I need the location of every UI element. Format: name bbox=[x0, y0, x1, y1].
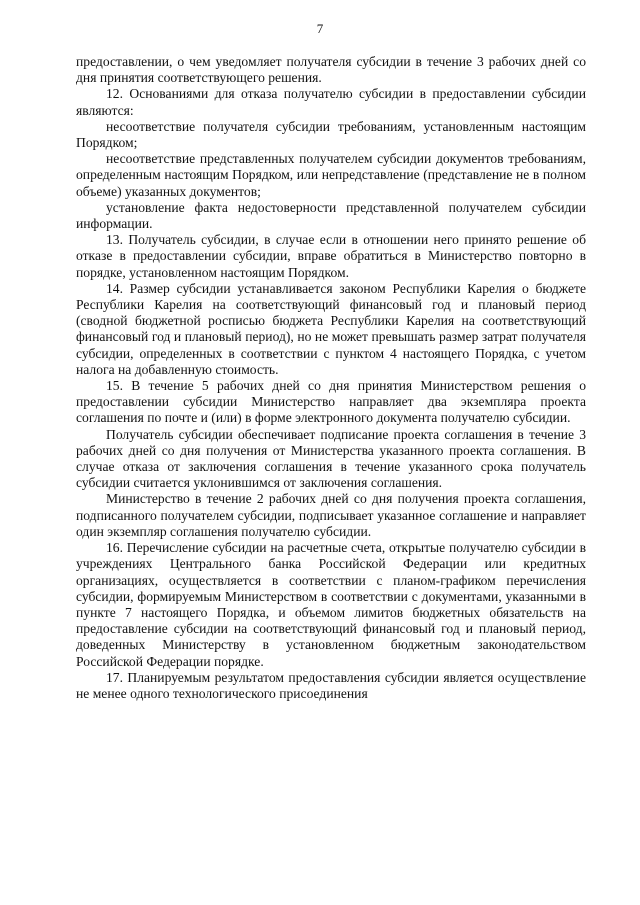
paragraph-14: 14. Размер субсидии устанавливается законом Республики Карелия о бюджете Республики Карелия на соответствующий финансовый год и плановый период (сводной бюджетной росписью бюджета Республики Карелия на соответствующий финансовый год и плановый период), но не может превышать размер затрат получателя субсидии, определенных в соответствии с пунктом 4 настоящего Порядка, с учетом налога на добавленную стоимость. bbox=[76, 280, 586, 377]
paragraph-continuation: предоставлении, о чем уведомляет получателя субсидии в течение 3 рабочих дней со дня принятия соответствующего решения. bbox=[76, 54, 586, 86]
paragraph-12: 12. Основаниями для отказа получателю субсидии в предоставлении субсидии являются: bbox=[76, 86, 586, 118]
paragraph-16: 16. Перечисление субсидии на расчетные счета, открытые получателю субсидии в учреждениях Центрального банка Российской Федерации или кредитных организациях, осуществляется в соответствии с планом-графиком перечисления субсидии, формируемым Министерством в соответствии с документами, указанными в пункте 7 настоящего Порядка, и объемом лимитов бюджетных обязательств на предоставление субсидии на соответствующий финансовый год и плановый период, доведенных Министерству в установленном бюджетным законодательством Российской Федерации порядке. bbox=[76, 540, 586, 669]
paragraph-13: 13. Получатель субсидии, в случае если в отношении него принято решение об отказе в предоставлении субсидии, вправе обратиться в Министерство повторно в порядке, установленном настоящим Порядком. bbox=[76, 232, 586, 280]
paragraph-17: 17. Планируемым результатом предоставления субсидии является осуществление не менее одного технологического присоединения bbox=[76, 669, 586, 701]
paragraph-12-item-3: установление факта недостоверности представленной получателем субсидии информации. bbox=[76, 199, 586, 232]
paragraph-15: 15. В течение 5 рабочих дней со дня принятия Министерством решения о предоставлении субсидии Министерство направляет два экземпляра проекта соглашения по почте и (или) в форме электронного документа получателю субсидии. bbox=[76, 378, 586, 426]
paragraph-15-part-3: Министерство в течение 2 рабочих дней со дня получения проекта соглашения, подписанного получателем субсидии, подписывает указанное соглашение и направляет один экземпляр соглашения получателю субсидии. bbox=[76, 491, 586, 539]
document-body bbox=[76, 54, 586, 702]
paragraph-15-part-2: Получатель субсидии обеспечивает подписание проекта соглашения в течение 3 рабочих дней со дня получения от Министерства указанного проекта соглашения. В случае отказа от заключения соглашения в течение указанного срока получатель субсидии считается уклонившимся от заключения соглашения. bbox=[76, 426, 586, 491]
page-number: 7 bbox=[316, 21, 324, 36]
paragraph-12-item-1: несоответствие получателя субсидии требованиям, установленным настоящим Порядком; bbox=[76, 118, 586, 151]
paragraph-12-item-2: несоответствие представленных получателем субсидии документов требованиям, определенным настоящим Порядком, или непредставление (представление не в полном объеме) указанных документов; bbox=[76, 151, 586, 199]
